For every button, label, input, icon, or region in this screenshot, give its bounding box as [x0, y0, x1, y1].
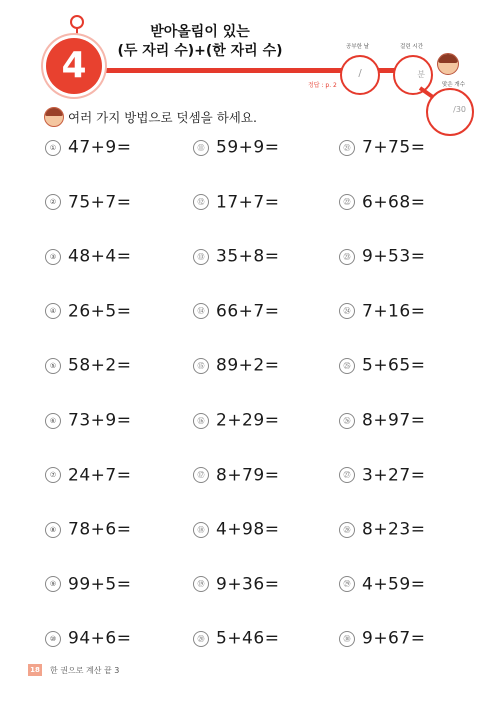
problem-number: ㉔	[339, 303, 355, 319]
problem-item	[339, 301, 425, 331]
problem-item	[193, 301, 279, 331]
problem-number: ⑱	[193, 522, 209, 538]
study-date-label: 공부한 날	[346, 44, 370, 50]
problem-number: ⑩	[45, 631, 61, 647]
problem-item	[45, 574, 131, 604]
problem-number: ㉕	[339, 358, 355, 374]
problem-expression: 5+65=	[362, 355, 426, 376]
problem-expression: 6+68=	[362, 192, 426, 213]
problem-item	[193, 410, 279, 440]
problem-item	[45, 410, 131, 440]
problem-item	[45, 192, 131, 222]
problem-number: ⑫	[193, 194, 209, 210]
time-circle[interactable]	[393, 55, 433, 95]
problem-item	[193, 137, 279, 167]
problem-item	[193, 628, 279, 658]
lesson-badge	[46, 38, 102, 94]
problem-expression: 47+9=	[68, 137, 132, 158]
problem-number: ⑤	[45, 358, 61, 374]
problem-expression: 78+6=	[68, 519, 132, 540]
problem-item	[339, 192, 425, 222]
problem-number: ㉖	[339, 413, 355, 429]
problem-item	[45, 355, 131, 385]
problem-item	[193, 574, 279, 604]
correct-count-circle[interactable]	[426, 88, 474, 136]
problem-expression: 73+9=	[68, 410, 132, 431]
correct-count-label: 맞은 개수	[442, 82, 466, 88]
problem-expression: 7+75=	[362, 137, 426, 158]
character-avatar-icon	[437, 53, 459, 75]
problem-expression: 4+59=	[362, 574, 426, 595]
problem-number: ⑰	[193, 467, 209, 483]
problem-number: ㉘	[339, 522, 355, 538]
problem-expression: 5+46=	[216, 628, 280, 649]
problem-number: ⑯	[193, 413, 209, 429]
lesson-number: 4	[61, 45, 87, 86]
problem-expression: 89+2=	[216, 355, 280, 376]
problem-item	[193, 246, 279, 276]
problem-number: ⑬	[193, 249, 209, 265]
time-value: 분	[417, 70, 425, 79]
problem-expression: 7+16=	[362, 301, 426, 322]
page-title-line1: 받아올림이 있는	[150, 24, 250, 40]
problem-item	[339, 628, 425, 658]
problem-number: ⑲	[193, 576, 209, 592]
problem-expression: 8+97=	[362, 410, 426, 431]
problem-number: ⑪	[193, 140, 209, 156]
problem-expression: 35+8=	[216, 246, 280, 267]
problem-item	[339, 574, 425, 604]
problem-number: ㉓	[339, 249, 355, 265]
problem-number: ㉗	[339, 467, 355, 483]
problem-item	[45, 465, 131, 495]
problem-item	[339, 355, 425, 385]
instruction-text: 여러 가지 방법으로 덧셈을 하세요.	[68, 110, 257, 125]
problem-number: ⑮	[193, 358, 209, 374]
problem-number: ⑳	[193, 631, 209, 647]
problem-expression: 2+29=	[216, 410, 280, 431]
problem-item	[193, 519, 279, 549]
problem-item	[45, 519, 131, 549]
problem-item	[339, 246, 425, 276]
problem-number: ③	[45, 249, 61, 265]
problem-item	[339, 519, 425, 549]
problem-number: ④	[45, 303, 61, 319]
problem-expression: 26+5=	[68, 301, 132, 322]
problem-item	[193, 355, 279, 385]
problem-expression: 9+67=	[362, 628, 426, 649]
problem-expression: 99+5=	[68, 574, 132, 595]
problem-expression: 48+4=	[68, 246, 132, 267]
problem-item	[45, 301, 131, 331]
time-label: 걸린 시간	[400, 44, 424, 50]
teacher-avatar-icon	[44, 107, 64, 127]
problem-number: ㉚	[339, 631, 355, 647]
problem-number: ⑨	[45, 576, 61, 592]
problem-expression: 59+9=	[216, 137, 280, 158]
problem-number: ⑥	[45, 413, 61, 429]
problem-expression: 58+2=	[68, 355, 132, 376]
problem-item	[339, 465, 425, 495]
problem-number: ㉒	[339, 194, 355, 210]
problem-number: ⑦	[45, 467, 61, 483]
problem-expression: 8+23=	[362, 519, 426, 540]
problem-item	[339, 137, 425, 167]
correct-count-value: /30	[453, 105, 466, 114]
problem-expression: 24+7=	[68, 465, 132, 486]
answer-reference: 정답 : p. 2	[308, 82, 337, 89]
study-date-circle[interactable]	[340, 55, 380, 95]
problem-item	[193, 465, 279, 495]
problem-expression: 9+36=	[216, 574, 280, 595]
page-number: 18	[28, 664, 42, 676]
problem-expression: 8+79=	[216, 465, 280, 486]
problem-item	[339, 410, 425, 440]
problem-number: ㉑	[339, 140, 355, 156]
problem-expression: 94+6=	[68, 628, 132, 649]
problem-number: ⑭	[193, 303, 209, 319]
problem-number: ⑧	[45, 522, 61, 538]
problem-expression: 4+98=	[216, 519, 280, 540]
problem-expression: 66+7=	[216, 301, 280, 322]
problem-expression: 3+27=	[362, 465, 426, 486]
problem-item	[45, 137, 131, 167]
problem-item	[45, 246, 131, 276]
page-title-line2: (두 자리 수)+(한 자리 수)	[117, 43, 283, 59]
problem-number: ①	[45, 140, 61, 156]
problem-number: ㉙	[339, 576, 355, 592]
problem-item	[193, 192, 279, 222]
problem-expression: 17+7=	[216, 192, 280, 213]
problem-item	[45, 628, 131, 658]
problem-expression: 75+7=	[68, 192, 132, 213]
problem-expression: 9+53=	[362, 246, 426, 267]
book-title: 한 권으로 계산 끝 3	[50, 666, 120, 675]
study-date-value: /	[358, 68, 362, 79]
problem-number: ②	[45, 194, 61, 210]
